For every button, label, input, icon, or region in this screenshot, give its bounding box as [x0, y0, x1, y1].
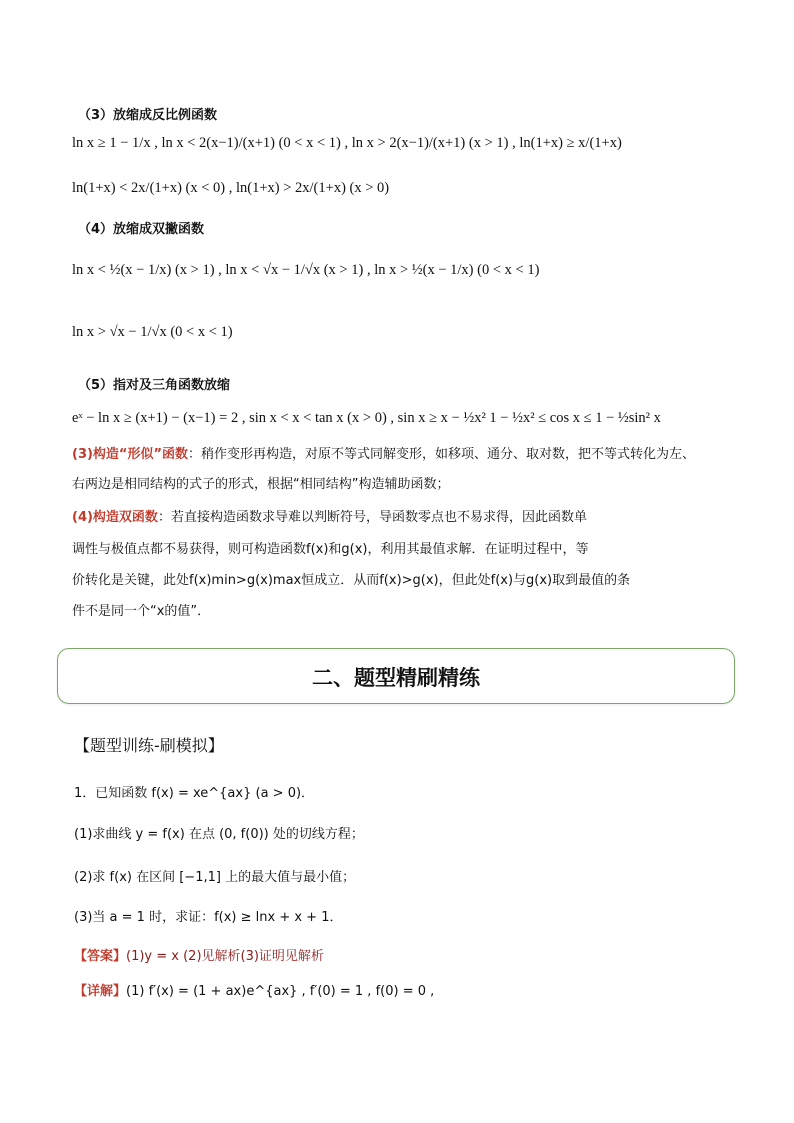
method3-text-line1: ：稍作变形再构造，对原不等式同解变形，如移项、通分、取对数，把不等式转化为左、 — [188, 447, 696, 462]
section3-formula-line2: ln(1+x) < 2x/(1+x) (x < 0) , ln(1+x) > 2x/(1+x) (x > 0) — [72, 180, 390, 196]
question1-part2: (2)求 f(x) 在区间 [−1,1] 上的最大值与最小值； — [74, 870, 356, 885]
banner-title: 二、题型精刷精练 — [312, 666, 480, 690]
section4-formula-line1: ln x < ½(x − 1/x) (x > 1) , ln x < √x − 1/√x (x > 1) , ln x > ½(x − 1/x) (0 < x < 1) — [72, 262, 540, 278]
detail-label: 【详解】 — [74, 984, 127, 999]
question1-stem: 1．已知函数 f(x) = xe^{ax} (a > 0)． — [74, 786, 315, 801]
question1-part1: (1)求曲线 y = f(x) 在点 (0, f(0)) 处的切线方程； — [74, 827, 364, 842]
answer-label: 【答案】 — [74, 949, 127, 964]
section3-formula-line1: ln x ≥ 1 − 1/x , ln x < 2(x−1)/(x+1) (0 < x < 1) , ln x > 2(x−1)/(x+1) (x > 1) , ln(1+x) ≥ x/(1+x) — [72, 135, 622, 151]
detail-line — [74, 980, 434, 999]
detail-text: (1) f′(x) = (1 + ax)e^{ax} , f′(0) = 1 , f(0) = 0 , — [126, 984, 435, 999]
section4-formula-line2: ln x > √x − 1/√x (0 < x < 1) — [72, 324, 233, 340]
method4-paragraph — [72, 508, 587, 528]
section3-heading: （3）放缩成反比例函数 — [78, 108, 218, 123]
method4-text-line2: 调性与极值点都不易获得，则可构造函数f(x)和g(x)，利用其最值求解．在证明过程中，等 — [72, 542, 589, 557]
section4-heading: （4）放缩成双撇函数 — [78, 222, 205, 237]
method4-text-line3: 价转化是关键，此处f(x)min>g(x)max恒成立．从而f(x)>g(x)，但此处f(x)与g(x)取到最值的条 — [72, 573, 631, 588]
answer-text: (1)y = x (2)见解析(3)证明见解析 — [126, 949, 324, 964]
subsection-title: 【题型训练-刷模拟】 — [74, 736, 224, 755]
question1-part3: (3)当 a = 1 时，求证：f(x) ≥ lnx + x + 1． — [74, 910, 343, 925]
method3-paragraph — [72, 445, 695, 465]
method3-text-line2: 右两边是相同结构的式子的形式，根据“相同结构”构造辅助函数； — [72, 477, 450, 492]
section5-formula-line1: eˣ − ln x ≥ (x+1) − (x−1) = 2 , sin x < x < tan x (x > 0) , sin x ≥ x − ½x² 1 − ½x² ≤ cos x ≤ 1 − ½sin² x — [72, 410, 661, 426]
method3-label: (3)构造“形似”函数 — [72, 447, 189, 462]
method4-text-line4: 件不是同一个“x的值”． — [72, 604, 211, 619]
answer-line — [74, 945, 324, 964]
section-banner — [57, 648, 735, 704]
method4-label: (4)构造双函数 — [72, 510, 158, 525]
method4-text-line1: ：若直接构造函数求导难以判断符号，导函数零点也不易求得，因此函数单 — [157, 510, 587, 525]
section5-heading: （5）指对及三角函数放缩 — [78, 378, 231, 393]
